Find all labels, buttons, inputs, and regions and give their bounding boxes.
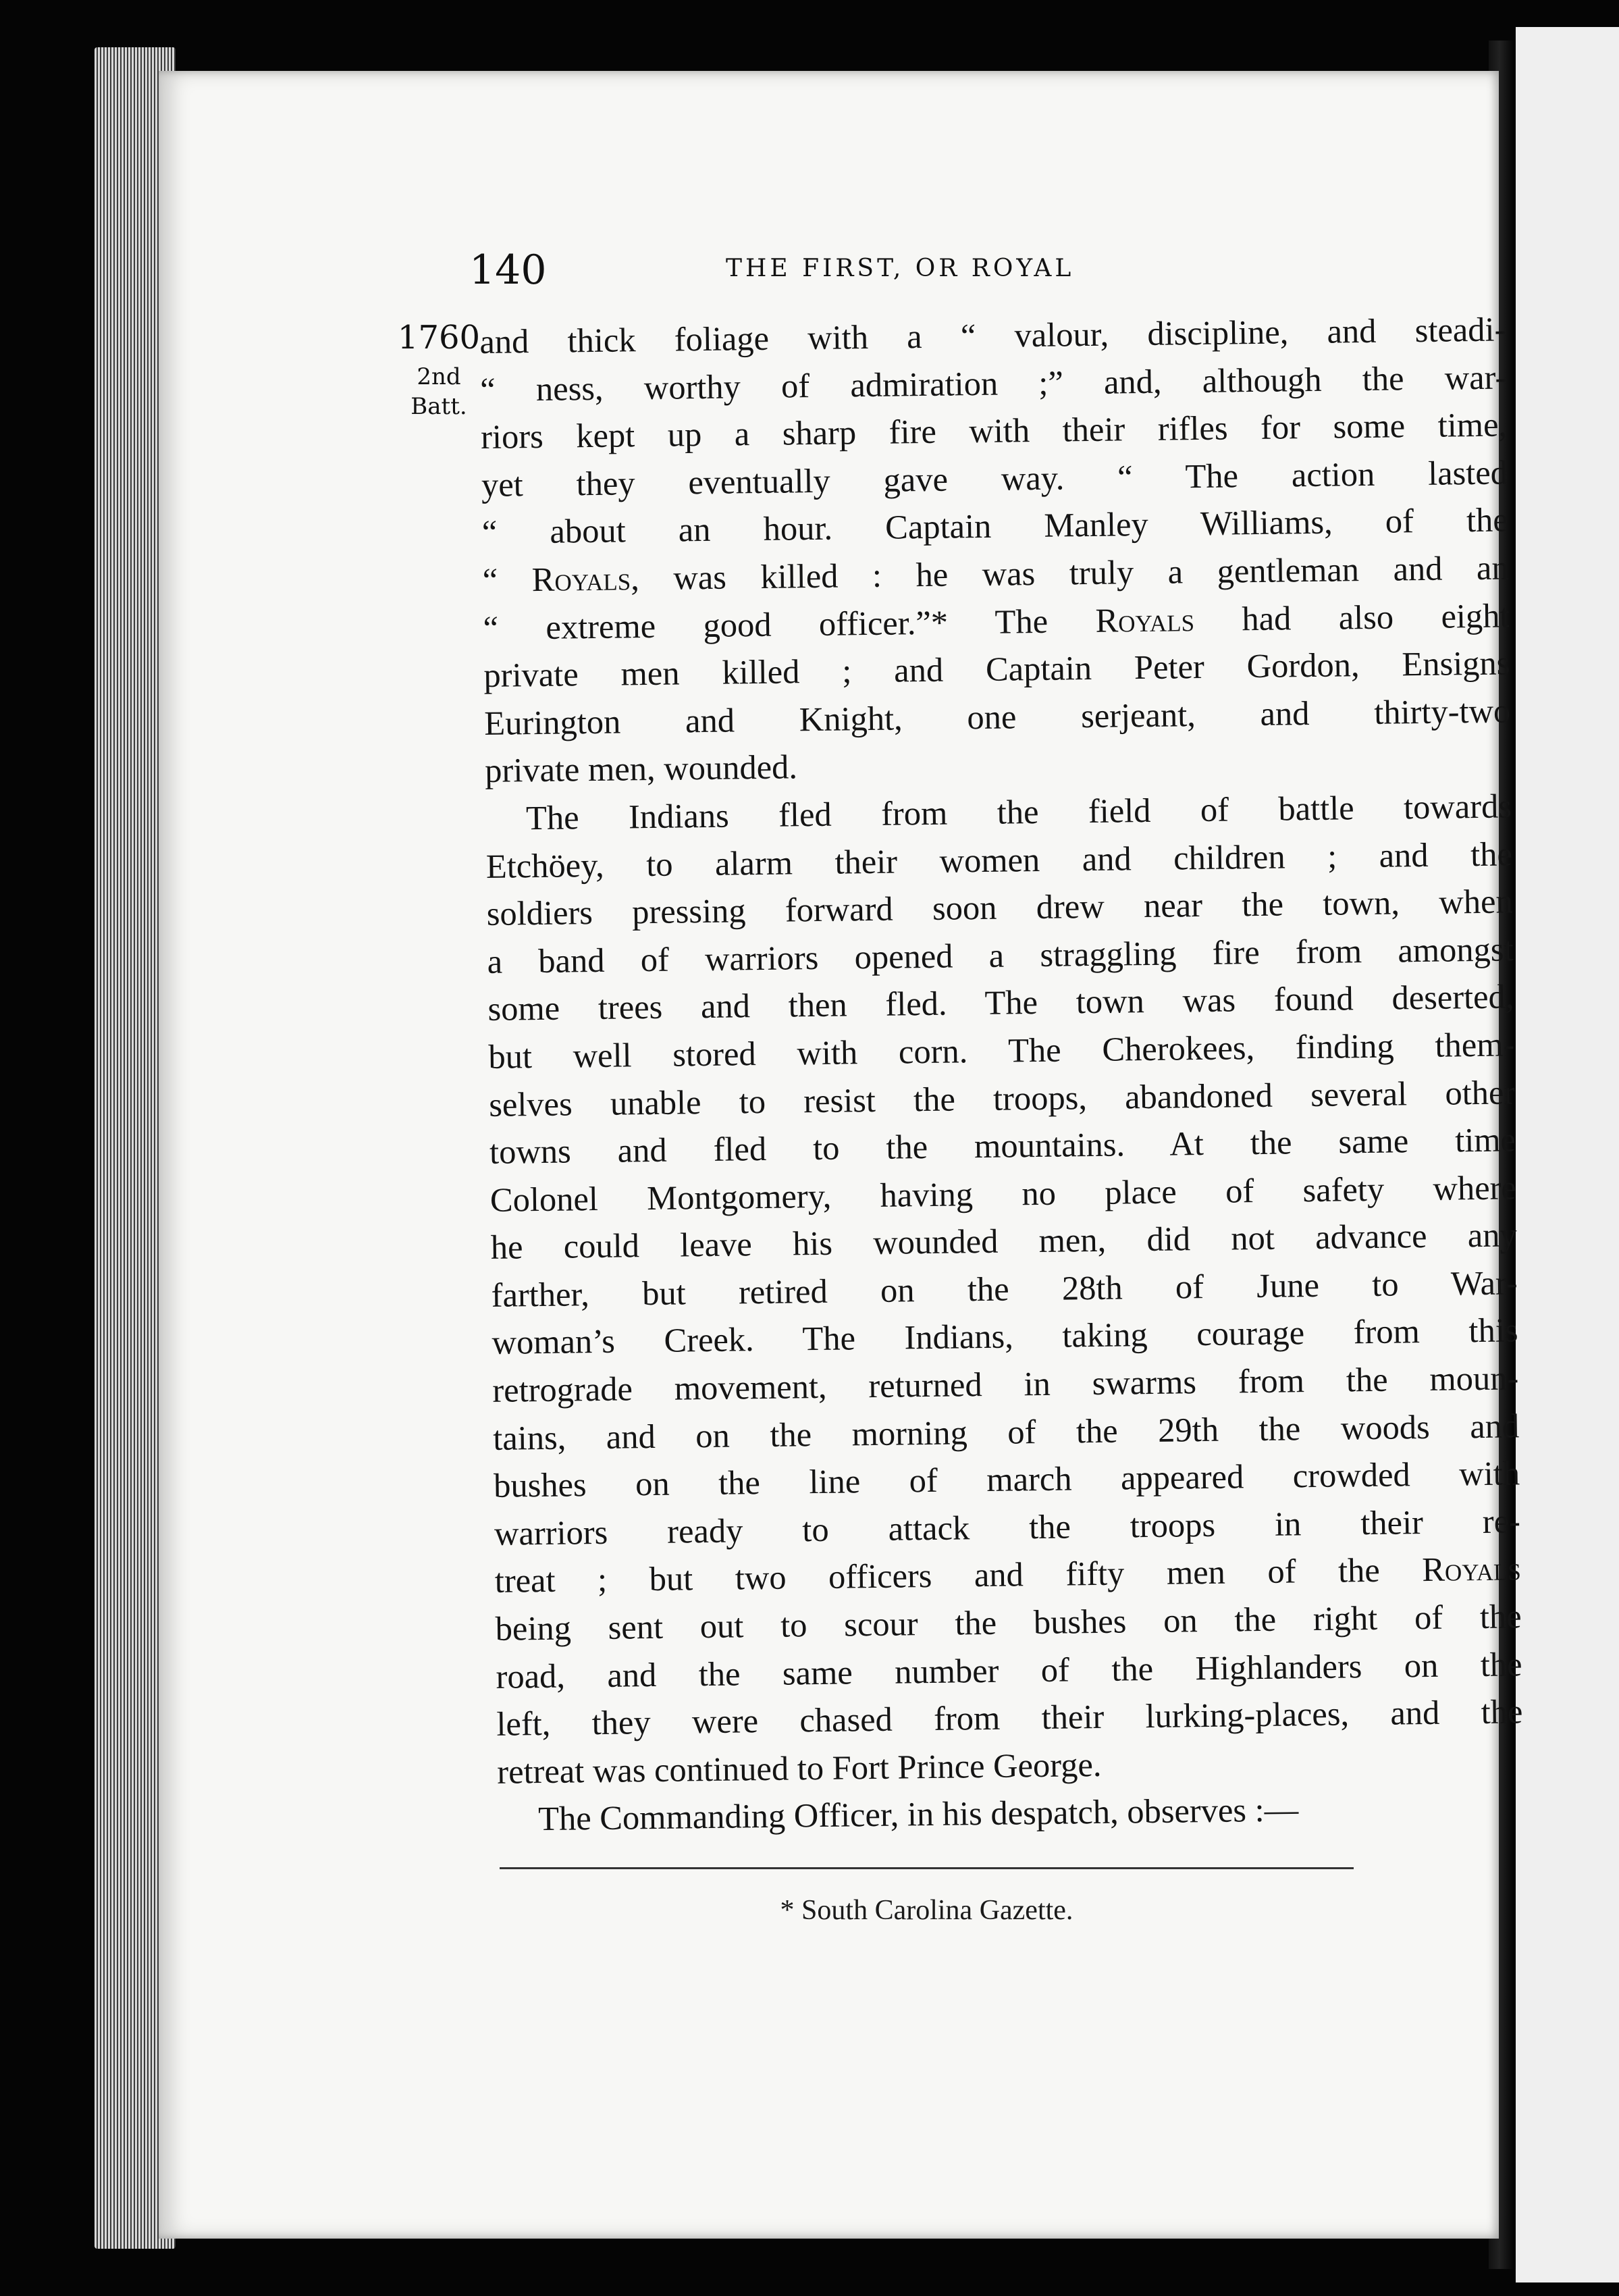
margin-note-line: Batt. [410, 393, 467, 420]
running-head: THE FIRST, OR ROYAL [726, 255, 1075, 282]
text-line: towns and fled to the mountains. At the same time [489, 1120, 1516, 1171]
text-line: he could leave his wounded men, did not advance any [490, 1216, 1518, 1267]
text-line: bushes on the line of march appeared crowded with [493, 1454, 1520, 1505]
footnote-rule [500, 1867, 1354, 1869]
body-text [479, 305, 1524, 1843]
text-line: a band of warriors opened a straggling fire from amongst [487, 930, 1514, 981]
text-line: soldiers pressing forward soon drew near the town, when [486, 882, 1514, 933]
text-line: Colonel Montgomery, having no place of safety where [489, 1168, 1517, 1219]
text-line: tains, and on the morning of the 29th the woods and [492, 1406, 1520, 1457]
text-line: retrograde movement, returned in swarms from the moun- [492, 1359, 1519, 1409]
text-line: Etchöey, to alarm their women and children ; and the [485, 834, 1513, 885]
text-line: yet they eventually gave way. “ The action lasted [481, 453, 1508, 504]
text-line: “ about an hour. Captain Manley Williams, of the [481, 500, 1509, 552]
text-line: farther, but retired on the 28th of June to War- [491, 1263, 1518, 1314]
text-line: The Indians fled from the field of battle towards [525, 787, 1512, 837]
text-line: Eurington and Knight, one serjeant, and thirty-two [483, 692, 1511, 742]
text-line: “ Royals, was killed : he was truly a gentleman and an [482, 548, 1509, 599]
facing-page-edge [1516, 27, 1619, 2282]
text-line: The Commanding Officer, in his despatch, observes :— [537, 1790, 1299, 1838]
book-page [159, 71, 1523, 2239]
text-line: “ ness, worthy of admiration ;” and, although the war- [479, 358, 1507, 409]
text-line: but well stored with corn. The Cherokees, finding them- [488, 1025, 1515, 1076]
text-line: woman’s Creek. The Indians, taking courage from this [492, 1311, 1518, 1362]
text-line: and thick foliage with a “ valour, discipline, and steadi- [479, 310, 1506, 361]
page-header [159, 246, 1499, 301]
text-line: riors kept up a sharp fire with their rifles for some time, [480, 405, 1508, 456]
small-caps-word: Royals [531, 559, 631, 599]
footnote: * South Carolina Gazette. [780, 1895, 1073, 1926]
margin-year: 1760 [397, 319, 481, 357]
small-caps-word: Royals [1095, 600, 1195, 640]
text-line: selves unable to resist the troops, abandoned several other [488, 1072, 1516, 1124]
small-caps-word: Royals [1421, 1549, 1522, 1589]
text-line: private men killed ; and Captain Peter Gordon, Ensigns [483, 644, 1510, 695]
text-line: road, and the same number of the Highlanders on the [496, 1644, 1522, 1696]
margin-notes [395, 317, 483, 421]
text-line: “ extreme good officer.”* The Royals had also eight [483, 596, 1510, 647]
text-line: being sent out to scour the bushes on the right of the [495, 1597, 1522, 1648]
text-line: left, they were chased from their lurking-places, and the [496, 1692, 1523, 1744]
text-line: treat ; but two officers and fifty men of the Royals [494, 1549, 1522, 1600]
text-line: warriors ready to attack the troops in their re- [494, 1502, 1521, 1553]
text-line: retreat was continued to Fort Prince George. [496, 1745, 1102, 1791]
margin-note-line: 2nd [417, 363, 461, 390]
text-line: private men, wounded. [484, 748, 798, 790]
page-number: 140 [469, 246, 547, 294]
text-line: some trees and then fled. The town was found deserted, [487, 977, 1514, 1028]
